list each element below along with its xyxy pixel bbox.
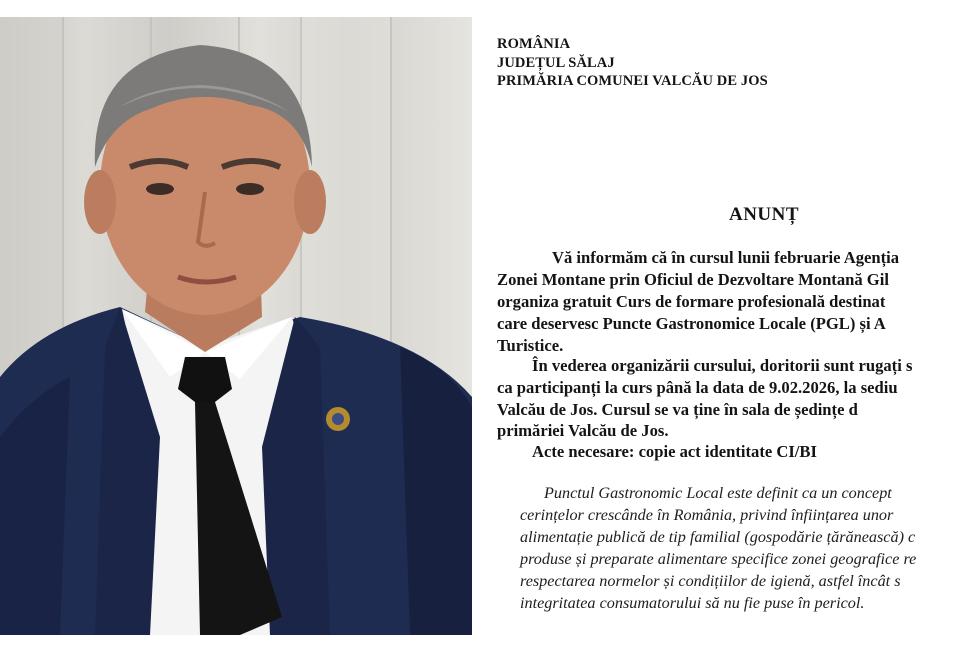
body-line: primăriei Valcău de Jos. <box>497 421 669 440</box>
definition-line: integritatea consumatorului să nu fie puse în pericol. <box>520 594 865 612</box>
announcement-document <box>474 0 960 653</box>
definition-line: respectarea normelor și condițiilor de igienă, astfel încât s <box>520 572 901 590</box>
header-town-hall: PRIMĂRIA COMUNEI VALCĂU DE JOS <box>497 73 768 89</box>
body-line: Turistice. <box>497 336 564 355</box>
definition-line: produse și preparate alimentare specifice zonei geografice re <box>520 550 917 568</box>
body-line: organiza gratuit Curs de formare profesională destinat <box>497 292 886 311</box>
header-country: ROMÂNIA <box>497 36 571 52</box>
body-line: ca participanți la curs până la data de 9.02.2026, la sediu <box>497 378 898 397</box>
portrait-illustration <box>0 17 472 635</box>
body-line: Vă informăm că în cursul lunii februarie Agenția <box>552 248 900 267</box>
body-line: Valcău de Jos. Cursul se va ține în sala de ședințe d <box>497 400 858 419</box>
definition-line: Punctul Gastronomic Local este definit ca un concept <box>544 484 892 502</box>
portrait-photo <box>0 17 472 635</box>
definition-line: cerințelor crescânde în România, privind înființarea unor <box>520 506 894 524</box>
body-line: În vederea organizării cursului, doritorii sunt rugați s <box>532 356 913 375</box>
header-county: JUDEȚUL SĂLAJ <box>497 55 615 71</box>
right-eye <box>236 183 264 195</box>
left-eye <box>146 183 174 195</box>
body-line: care deservesc Puncte Gastronomice Locale (PGL) și A <box>497 314 886 333</box>
definition-line: alimentație publică de tip familial (gospodărie țărănească) c <box>520 528 916 546</box>
required-documents-line: Acte necesare: copie act identitate CI/BI <box>532 442 817 461</box>
announcement-title: ANUNȚ <box>728 204 800 225</box>
body-line: Zonei Montane prin Oficiul de Dezvoltare Montană Gil <box>497 270 889 289</box>
